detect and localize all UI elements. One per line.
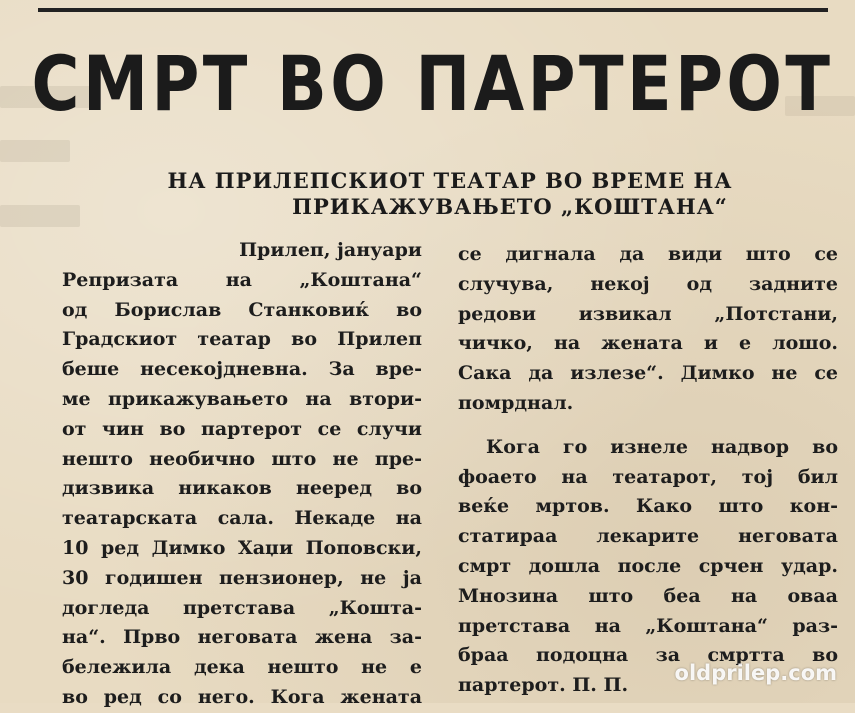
text-line: дизвика никаков нееред во (62, 477, 422, 500)
paragraph-gap (458, 419, 838, 433)
text-line: Мнозина што беа на оваа (458, 584, 838, 607)
text-line: партерот. (458, 674, 566, 697)
subheadline (90, 168, 810, 220)
text-line: се дигнала да види што се (458, 243, 838, 265)
article-column-left (62, 236, 422, 713)
watermark: oldprilep.com (674, 661, 837, 685)
text-line: претстава на „Коштана“ раз- (458, 614, 838, 637)
text-line: догледа претстава „Кошта- (62, 596, 422, 619)
headline: СМРТ ВО ПАРТЕРОТ (31, 38, 834, 128)
text-line: фоаето на театарот, тој бил (458, 465, 838, 488)
subheadline-line: ПРИКАЖУВАЊЕТО „КОШТАНА“ (292, 194, 728, 219)
text-line: 10 ред Димко Хаџи Поповски, (62, 536, 422, 559)
text-line: чичко, на жената и е лошо. (458, 332, 838, 355)
text-line: театарската сала. Некаде на (62, 507, 422, 530)
text-line: беше несекојдневна. За вре- (62, 358, 422, 381)
text-line: од Борислав Станковиќ во (62, 298, 422, 321)
text-line: редови извикал „Потстани, (458, 302, 838, 325)
text-line: помрднал. (458, 391, 574, 414)
text-line: случува, некој од задните (458, 272, 838, 295)
article-column-right (458, 240, 838, 701)
text-line: ме прикажувањето на втори- (62, 387, 422, 410)
text-line: 30 годишен пензионер, не ја (62, 566, 422, 589)
text-line: во ред со него. Кога жената (62, 685, 422, 708)
text-line: Кога го изнеле надвор во (486, 435, 838, 458)
text-line: бележила дека нешто не е (62, 656, 422, 679)
top-rule (38, 8, 828, 12)
text-line: смрт дошла после срчен удар. (458, 554, 838, 577)
bleed-through-mark (0, 140, 70, 162)
bleed-through-mark (0, 205, 80, 227)
text-line: Градскиот театар во Прилеп (62, 328, 422, 351)
text-line: нешто необично што не пре- (62, 447, 422, 470)
author-signature: П. П. (572, 674, 629, 697)
text-line: браа подоцна за смртта во (458, 644, 838, 667)
subheadline-line: НА ПРИЛЕПСКИОТ ТЕАТАР ВО ВРЕМЕ НА (167, 168, 733, 193)
text-line: веќе мртов. Како што кон- (458, 495, 838, 518)
dateline: Прилеп, јануари (239, 239, 422, 261)
text-line: от чин во партерот се случи (62, 417, 422, 440)
text-line: Сака да излезе“. Димко не се (458, 362, 838, 385)
text-line: на“. Прво неговата жена за- (62, 626, 422, 649)
text-line: статираа лекарите неговата (458, 525, 838, 548)
text-line: Репризата на „Коштана“ (62, 268, 422, 291)
